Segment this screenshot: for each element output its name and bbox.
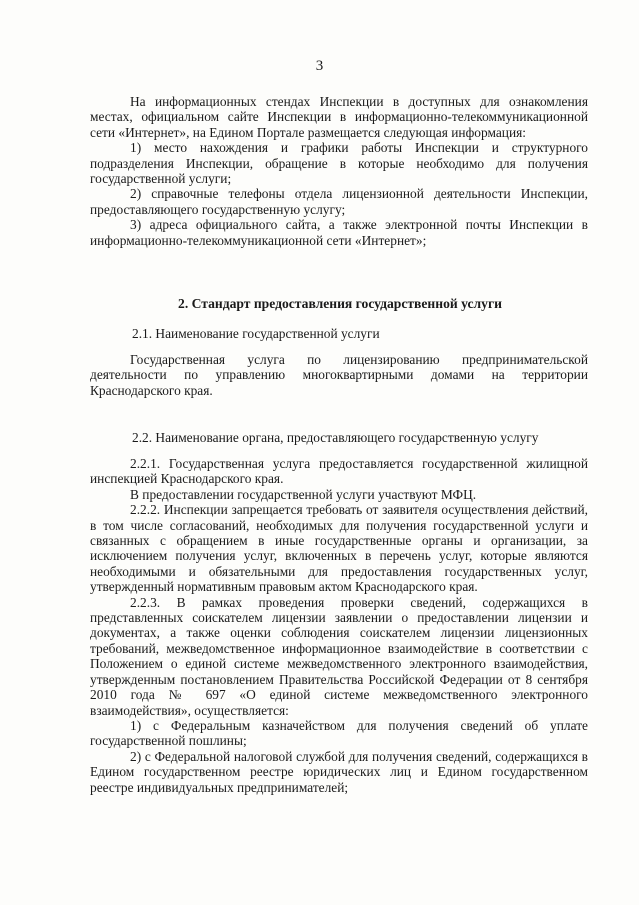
intro-block: [90, 94, 588, 248]
section-2-2-3-paragraph: 2.2.3. В рамках проведения проверки сведений, содержащихся в представленных соискателем лицензии заявлении о предоставлении лицензии и документах, а также оценки соблюдения соискателем лицензии лицензионных требований, межведомственное информационное взаимодействие в соответствии с Положением о единой системе межведомственного электронного взаимодействия, утвержденным постановлением Правительства Российской Федерации от 8 сентября 2010 года № 697 «О единой системе межведомственного электронного взаимодействия», осуществляется:: [90, 594, 588, 718]
intro-item-3: 3) адреса официального сайта, а также электронной почты Инспекции в информационно-телекоммуникационной сети «Интернет»;: [90, 217, 588, 248]
section-2-2-heading: 2.2. Наименование органа, предоставляющего государственную услугу: [132, 430, 539, 445]
section-2-heading: 2. Стандарт предоставления государственной услуги: [178, 296, 502, 311]
section-2-1-text: Государственная услуга по лицензированию предпринимательской деятельности по управлению многоквартирными домами на территории Краснодарского края.: [90, 352, 588, 398]
intro-item-1: 1) место нахождения и графики работы Инспекции и структурного подразделения Инспекции, обращение в которые необходимо для получения государственной услуги;: [90, 140, 588, 187]
list-item-2: 2) с Федеральной налоговой службой для получения сведений, содержащихся в Едином государственном реестре юридических лиц и Едином государственном реестре индивидуальных предпринимателей;: [90, 748, 588, 795]
section-2-2-body: [90, 456, 588, 795]
mfc-paragraph: В предоставлении государственной услуги участвуют МФЦ.: [130, 486, 477, 502]
section-2-2-1-paragraph: 2.2.1. Государственная услуга предоставляется государственной жилищной инспекцией Краснодарского края.: [90, 456, 588, 487]
page-number: 3: [315, 58, 324, 74]
intro-paragraph: На информационных стендах Инспекции в доступных для ознакомления местах, официальном сайте Инспекции в информационно-телекоммуникационной сети «Интернет», на Едином Портале размещается следующая информация:: [90, 94, 588, 140]
section-2-2-2-paragraph: 2.2.2. Инспекции запрещается требовать от заявителя осуществления действий, в том числе согласований, необходимых для получения государственной услуги и связанных с обращением в иные государственные органы и организации, за исключением получения услуг, включенных в перечень услуг, которые являются необходимыми и обязательными для предоставления государственных услуг, утвержденный нормативным правовым актом Краснодарского края.: [90, 502, 588, 595]
intro-item-2: 2) справочные телефоны отдела лицензионной деятельности Инспекции, предоставляющего государственную услугу;: [90, 186, 588, 217]
section-2-1-heading: 2.1. Наименование государственной услуги: [132, 326, 380, 341]
section-2-1-text-block: [90, 352, 588, 398]
list-item-1: 1) с Федеральным казначейством для получения сведений об уплате государственной пошлины;: [90, 717, 588, 749]
